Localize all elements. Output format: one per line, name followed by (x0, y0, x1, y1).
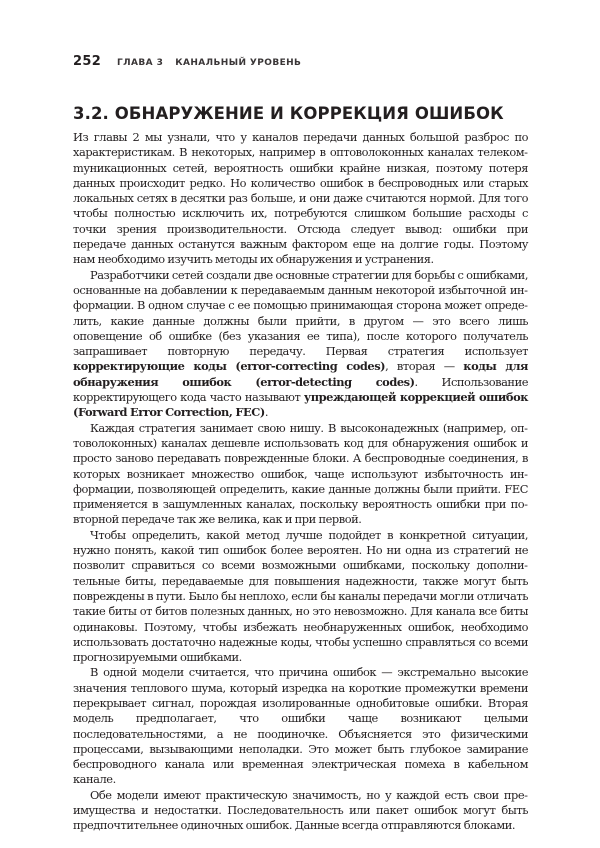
term-forward-error-correction: упреждающей коррекцией ошибок (Forward Error Correction, FEC) (73, 390, 529, 420)
paragraph-6: Обе модели имеют практическую значимость, но у каждой есть свои преимущества и недостатки. Последовательность или пакет ошибок могут быть предпочтительнее одиночных ошибок. Данные всегда отправляются блоками. (73, 787, 528, 833)
body-text (73, 130, 528, 834)
chapter-title: КАНАЛЬНЫЙ УРОВЕНЬ (175, 58, 302, 68)
paragraph-3: Каждая стратегия занимает свою нишу. В высоконадежных (например, оптоволоконных) каналах дешевле использовать код для обнаружения ошибок и просто заново передавать поврежденные блоки. А беспроводные соединения, в которых возникает множество ошибок, чаще используют избыточность информации, позволяющей определить, какие данные должны были прийти. FEC применяется в зашумленных каналах, поскольку вероятность ошибки при повторной передаче так же велика, как и при первой. (73, 420, 528, 527)
paragraph-4: Чтобы определить, какой метод лучше подойдет в конкретной ситуации, нужно понять, какой тип ошибок более вероятен. Но ни одна из стратегий не позволит справиться со всеми возможными ошибками, поскольку дополнительные биты, передаваемые для повышения надежности, также могут быть повреждены в пути. Было бы неплохо, если бы каналы передачи могли отличать такие биты от битов полезных данных, но это невозможно. Для канала все биты одинаковы. Поэтому, чтобы избежать необнаруженных ошибок, необходимо использовать достаточно надежные коды, чтобы успешно справляться со всеми прогнозируемыми ошибками. (73, 527, 528, 665)
term-error-detecting-codes: коды для обнаружения ошибок (error-detecting codes) (73, 359, 529, 389)
term-error-correcting-codes: корректирующие коды (error-correcting codes) (73, 359, 386, 374)
page-number: 252 (73, 54, 102, 69)
section-heading: 3.2. ОБНАРУЖЕНИЕ И КОРРЕКЦИЯ ОШИБОК (73, 104, 504, 123)
paragraph-2-text-4: . (264, 405, 269, 420)
paragraph-2-text-1: Разработчики сетей создали две основные стратегии для борьбы с ошибками, основанные на добавлении к передаваемым данным некоторой избыточной информации. В одном случае с ее помощью принимающая сторона может определить, какие данные должны были прийти, в другом — это всего лишь оповещение об ошибке (без указания ее типа), после которого получатель запрашивает повторную передачу. Первая стратегия использует (73, 267, 528, 359)
book-page (73, 54, 528, 834)
paragraph-2-text-3: . Использование корректирующего кода часто называют (73, 374, 529, 405)
paragraph-5: В одной модели считается, что причина ошибок — экстремально высокие значения теплового шума, который изредка на короткие промежутки времени перекрывает сигнал, порождая изолированные однобитовые ошибки. Вторая модель предполагает, что ошибки чаще возникают целыми последовательностями, а не поодиночке. Объясняется это физическими процессами, вызывающими неполадки. Это может быть глубокое замирание беспроводного канала или временная электрическая помеха в кабельном канале. (73, 665, 528, 787)
chapter-label: ГЛАВА 3 (117, 58, 164, 68)
paragraph-1: Из главы 2 мы узнали, что у каналов передачи данных большой разброс по характеристикам. В некоторых, например в оптоволоконных каналах телекомmуникационных сетей, вероятность ошибки крайне низкая, поэтому потеря данных происходит редко. Но количество ошибок в беспроводных или старых локальных сетях в десятки раз больше, и они даже считаются нормой. Для того чтобы полностью исключить их, потребуются слишком большие расходы с точки зрения производительности. Отсюда следует вывод: ошибки при передаче данных останутся важным фактором еще на долгие годы. Поэтому нам необходимо изучить методы их обнаружения и устранения. (73, 130, 528, 267)
paragraph-2 (73, 268, 528, 421)
paragraph-2-text-2: , вторая — (385, 359, 464, 374)
running-header (73, 54, 528, 74)
